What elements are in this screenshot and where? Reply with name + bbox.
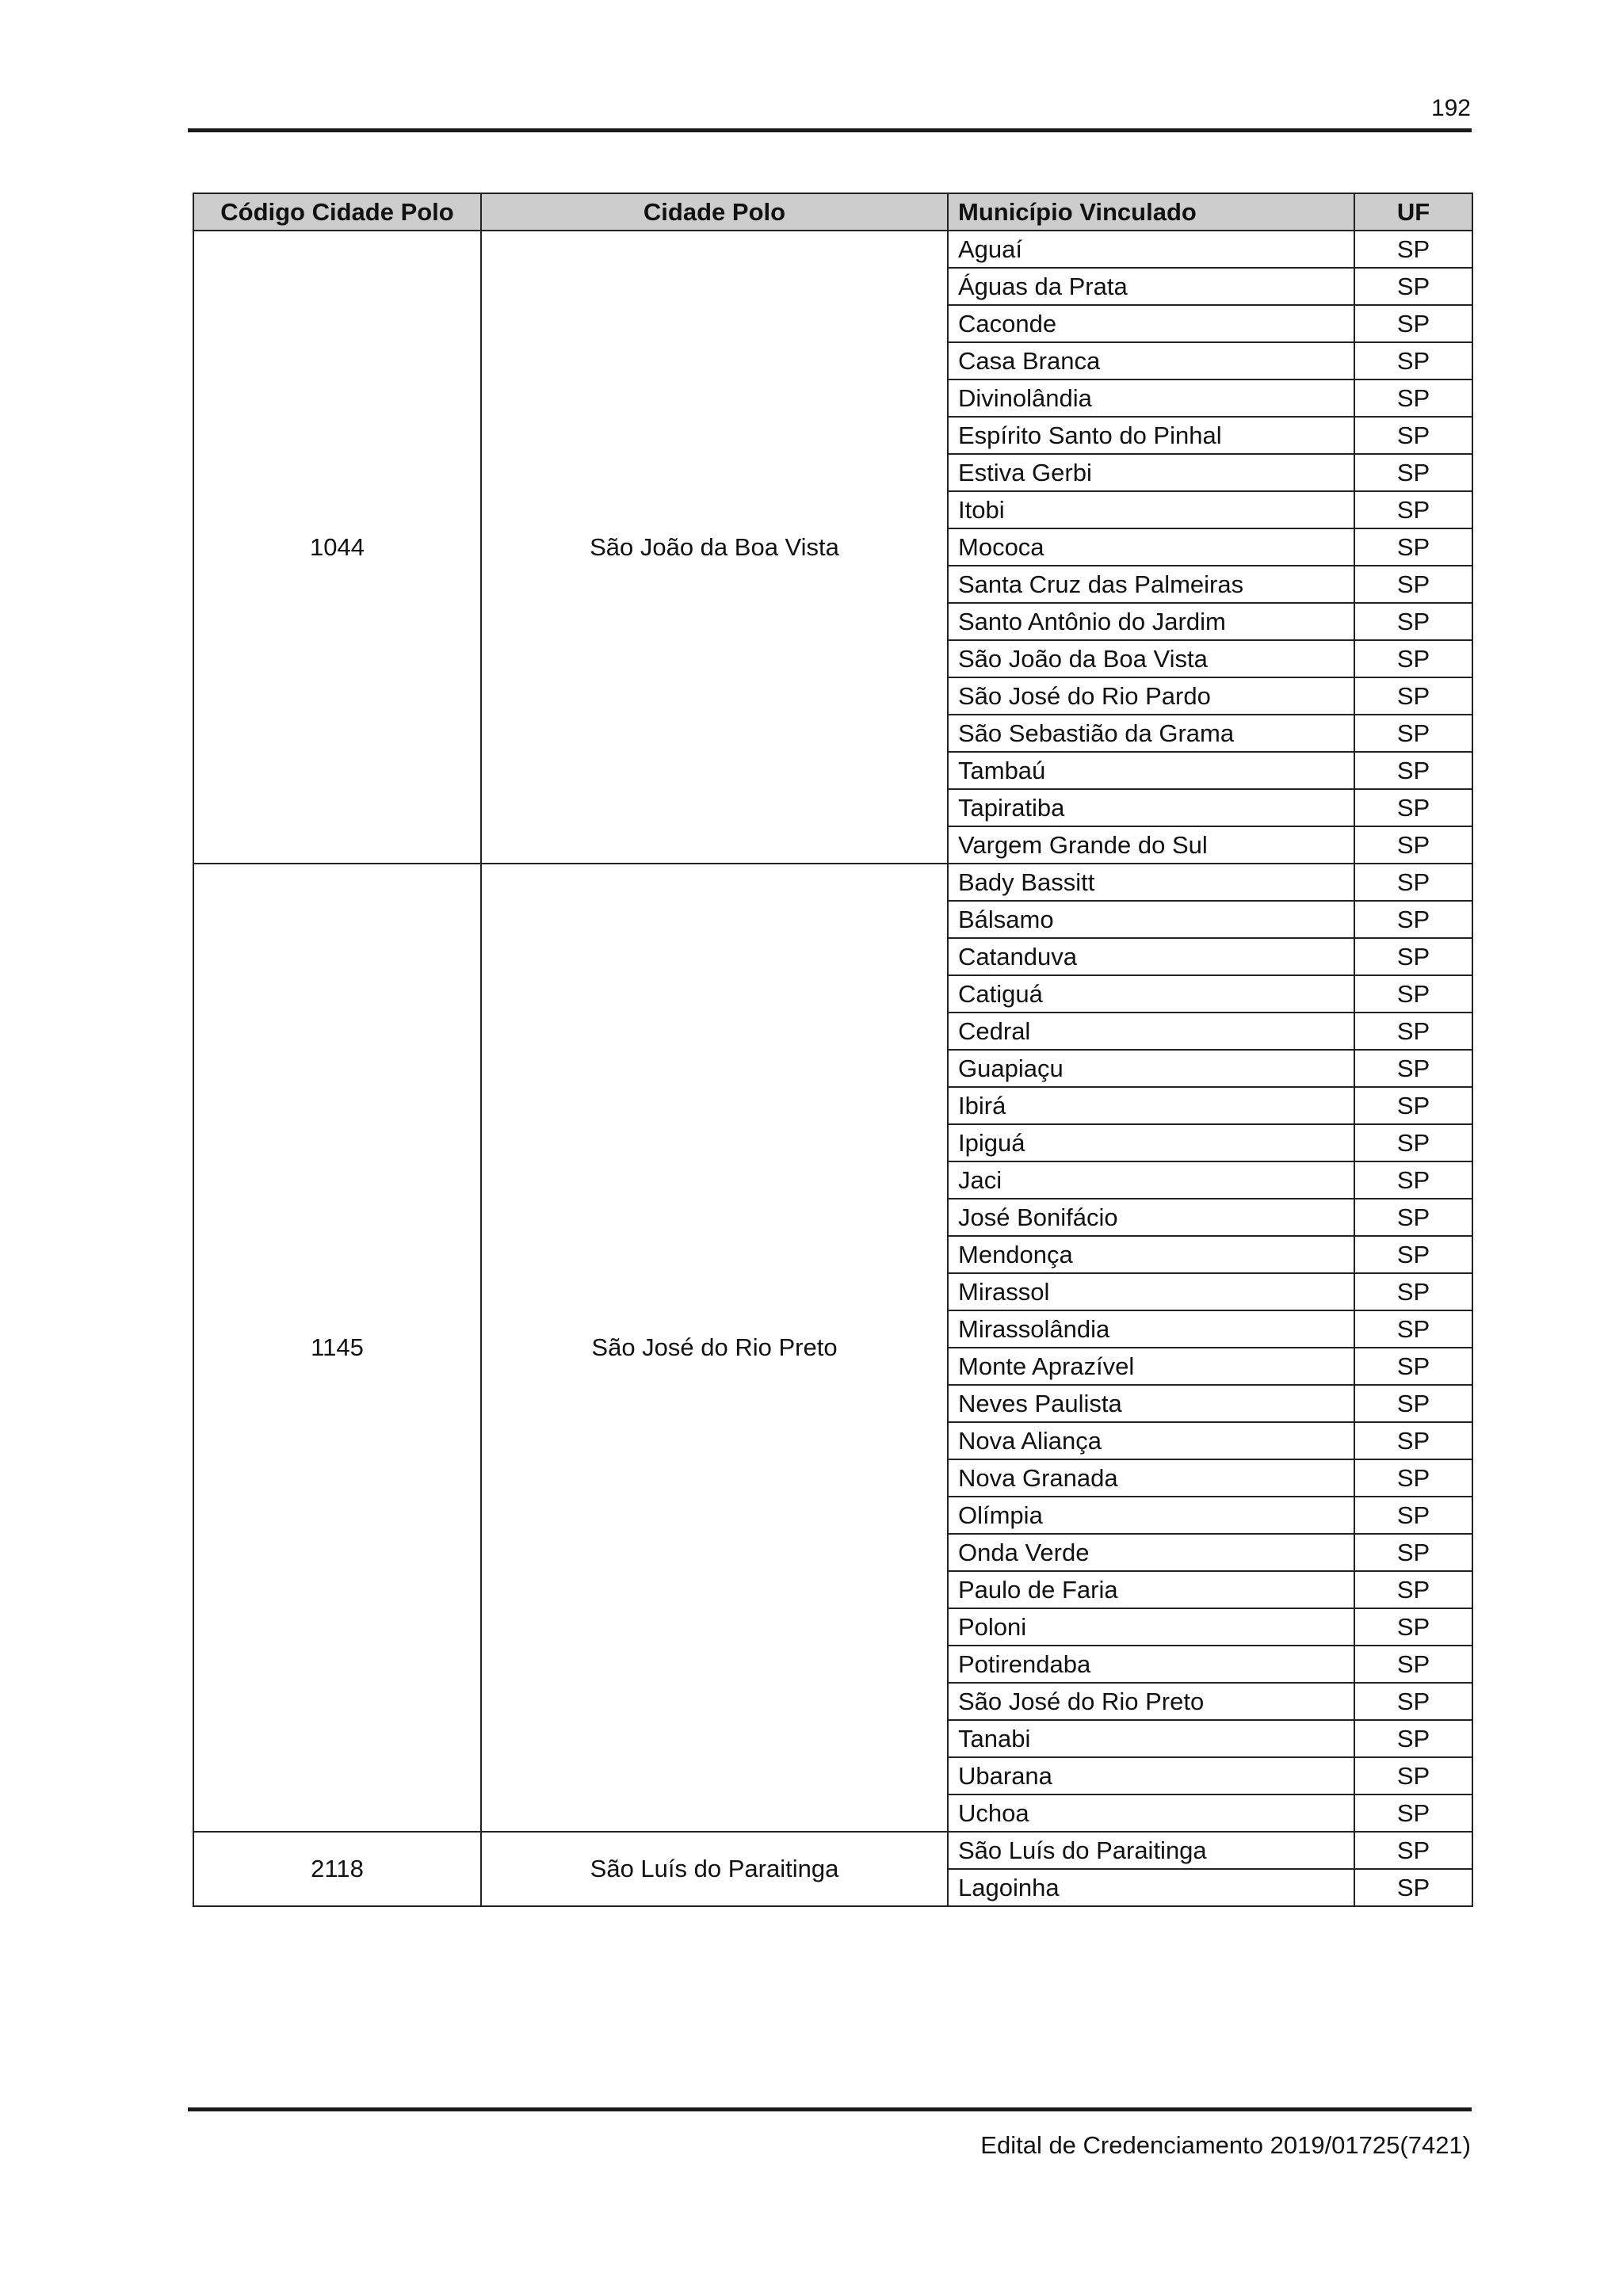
municipio-vinculado-cell: São Sebastião da Grama — [948, 715, 1354, 752]
municipio-vinculado-cell: Cedral — [948, 1013, 1354, 1050]
header-cidade-polo: Cidade Polo — [481, 193, 948, 231]
uf-cell: SP — [1354, 789, 1472, 826]
uf-cell: SP — [1354, 1571, 1472, 1608]
municipio-vinculado-cell: Uchoa — [948, 1794, 1354, 1832]
header-municipio-vinculado: Município Vinculado — [948, 193, 1354, 231]
municipio-vinculado-cell: Bálsamo — [948, 901, 1354, 938]
table-row — [193, 864, 1472, 901]
page-number: 192 — [1430, 95, 1471, 121]
municipio-vinculado-cell: Mendonça — [948, 1236, 1354, 1273]
uf-cell: SP — [1354, 677, 1472, 715]
municipio-vinculado-cell: Mirassol — [948, 1273, 1354, 1310]
uf-cell: SP — [1354, 1608, 1472, 1646]
municipio-vinculado-cell: Nova Aliança — [948, 1422, 1354, 1459]
cidade-polo-cell: São José do Rio Preto — [481, 864, 948, 1832]
uf-cell: SP — [1354, 752, 1472, 789]
municipio-vinculado-cell: Tambaú — [948, 752, 1354, 789]
municipio-vinculado-cell: Ipiguá — [948, 1124, 1354, 1161]
municipio-vinculado-cell: Potirendaba — [948, 1646, 1354, 1683]
uf-cell: SP — [1354, 1385, 1472, 1422]
uf-cell: SP — [1354, 1794, 1472, 1832]
uf-cell: SP — [1354, 1832, 1472, 1869]
header-uf: UF — [1354, 193, 1472, 231]
footer-rule — [188, 2107, 1472, 2111]
uf-cell: SP — [1354, 1757, 1472, 1794]
uf-cell: SP — [1354, 1273, 1472, 1310]
municipio-vinculado-cell: Lagoinha — [948, 1869, 1354, 1906]
uf-cell: SP — [1354, 342, 1472, 379]
municipio-vinculado-cell: Ibirá — [948, 1087, 1354, 1124]
footer-text: Edital de Credenciamento 2019/01725(7421) — [980, 2131, 1471, 2159]
municipio-vinculado-cell: Vargem Grande do Sul — [948, 826, 1354, 864]
uf-cell: SP — [1354, 417, 1472, 454]
municipio-vinculado-cell: Paulo de Faria — [948, 1571, 1354, 1608]
uf-cell: SP — [1354, 1534, 1472, 1571]
uf-cell: SP — [1354, 1199, 1472, 1236]
municipio-vinculado-cell: Divinolândia — [948, 379, 1354, 417]
uf-cell: SP — [1354, 491, 1472, 528]
uf-cell: SP — [1354, 454, 1472, 491]
municipio-vinculado-cell: Casa Branca — [948, 342, 1354, 379]
table-header-row — [193, 193, 1472, 231]
uf-cell: SP — [1354, 1124, 1472, 1161]
municipio-vinculado-cell: Caconde — [948, 305, 1354, 342]
uf-cell: SP — [1354, 1050, 1472, 1087]
municipio-vinculado-cell: Catiguá — [948, 975, 1354, 1013]
municipio-vinculado-cell: José Bonifácio — [948, 1199, 1354, 1236]
municipio-vinculado-cell: Onda Verde — [948, 1534, 1354, 1571]
cidade-polo-cell: São Luís do Paraitinga — [481, 1832, 948, 1906]
uf-cell: SP — [1354, 1459, 1472, 1497]
municipio-vinculado-cell: São João da Boa Vista — [948, 640, 1354, 677]
uf-cell: SP — [1354, 1348, 1472, 1385]
municipio-vinculado-cell: Nova Granada — [948, 1459, 1354, 1497]
municipio-vinculado-cell: Santo Antônio do Jardim — [948, 603, 1354, 640]
municipio-vinculado-cell: Espírito Santo do Pinhal — [948, 417, 1354, 454]
header-rule — [188, 128, 1472, 132]
uf-cell: SP — [1354, 715, 1472, 752]
municipio-vinculado-cell: Olímpia — [948, 1497, 1354, 1534]
municipio-vinculado-cell: Aguaí — [948, 231, 1354, 268]
municipio-vinculado-cell: São José do Rio Preto — [948, 1683, 1354, 1720]
municipio-vinculado-cell: São Luís do Paraitinga — [948, 1832, 1354, 1869]
codigo-cidade-polo-cell: 1145 — [193, 864, 481, 1832]
uf-cell: SP — [1354, 379, 1472, 417]
uf-cell: SP — [1354, 1720, 1472, 1757]
uf-cell: SP — [1354, 268, 1472, 305]
uf-cell: SP — [1354, 864, 1472, 901]
uf-cell: SP — [1354, 826, 1472, 864]
codigo-cidade-polo-cell: 1044 — [193, 231, 481, 864]
uf-cell: SP — [1354, 1310, 1472, 1348]
municipio-vinculado-cell: Bady Bassitt — [948, 864, 1354, 901]
municipio-vinculado-cell: Poloni — [948, 1608, 1354, 1646]
uf-cell: SP — [1354, 231, 1472, 268]
municipio-vinculado-cell: Tanabi — [948, 1720, 1354, 1757]
municipio-vinculado-cell: Tapiratiba — [948, 789, 1354, 826]
municipio-vinculado-cell: Mococa — [948, 528, 1354, 566]
uf-cell: SP — [1354, 1422, 1472, 1459]
uf-cell: SP — [1354, 305, 1472, 342]
uf-cell: SP — [1354, 975, 1472, 1013]
municipio-vinculado-cell: Estiva Gerbi — [948, 454, 1354, 491]
uf-cell: SP — [1354, 938, 1472, 975]
codigo-cidade-polo-cell: 2118 — [193, 1832, 481, 1906]
uf-cell: SP — [1354, 1497, 1472, 1534]
uf-cell: SP — [1354, 1646, 1472, 1683]
municipio-vinculado-cell: Neves Paulista — [948, 1385, 1354, 1422]
municipio-vinculado-cell: Águas da Prata — [948, 268, 1354, 305]
uf-cell: SP — [1354, 1161, 1472, 1199]
uf-cell: SP — [1354, 901, 1472, 938]
municipio-vinculado-cell: Santa Cruz das Palmeiras — [948, 566, 1354, 603]
municipio-vinculado-cell: Ubarana — [948, 1757, 1354, 1794]
uf-cell: SP — [1354, 1013, 1472, 1050]
table-row — [193, 1832, 1472, 1869]
uf-cell: SP — [1354, 1236, 1472, 1273]
municipio-vinculado-cell: Jaci — [948, 1161, 1354, 1199]
table-row — [193, 231, 1472, 268]
uf-cell: SP — [1354, 603, 1472, 640]
table-body — [193, 231, 1472, 1906]
header-codigo-cidade-polo: Código Cidade Polo — [193, 193, 481, 231]
municipio-vinculado-cell: Mirassolândia — [948, 1310, 1354, 1348]
uf-cell: SP — [1354, 566, 1472, 603]
municipio-vinculado-cell: Monte Aprazível — [948, 1348, 1354, 1385]
municipio-vinculado-cell: Guapiaçu — [948, 1050, 1354, 1087]
municipio-vinculado-cell: São José do Rio Pardo — [948, 677, 1354, 715]
uf-cell: SP — [1354, 640, 1472, 677]
municipio-vinculado-cell: Catanduva — [948, 938, 1354, 975]
cidade-polo-cell: São João da Boa Vista — [481, 231, 948, 864]
uf-cell: SP — [1354, 1683, 1472, 1720]
uf-cell: SP — [1354, 528, 1472, 566]
uf-cell: SP — [1354, 1087, 1472, 1124]
cities-table — [193, 193, 1473, 1907]
uf-cell: SP — [1354, 1869, 1472, 1906]
municipio-vinculado-cell: Itobi — [948, 491, 1354, 528]
